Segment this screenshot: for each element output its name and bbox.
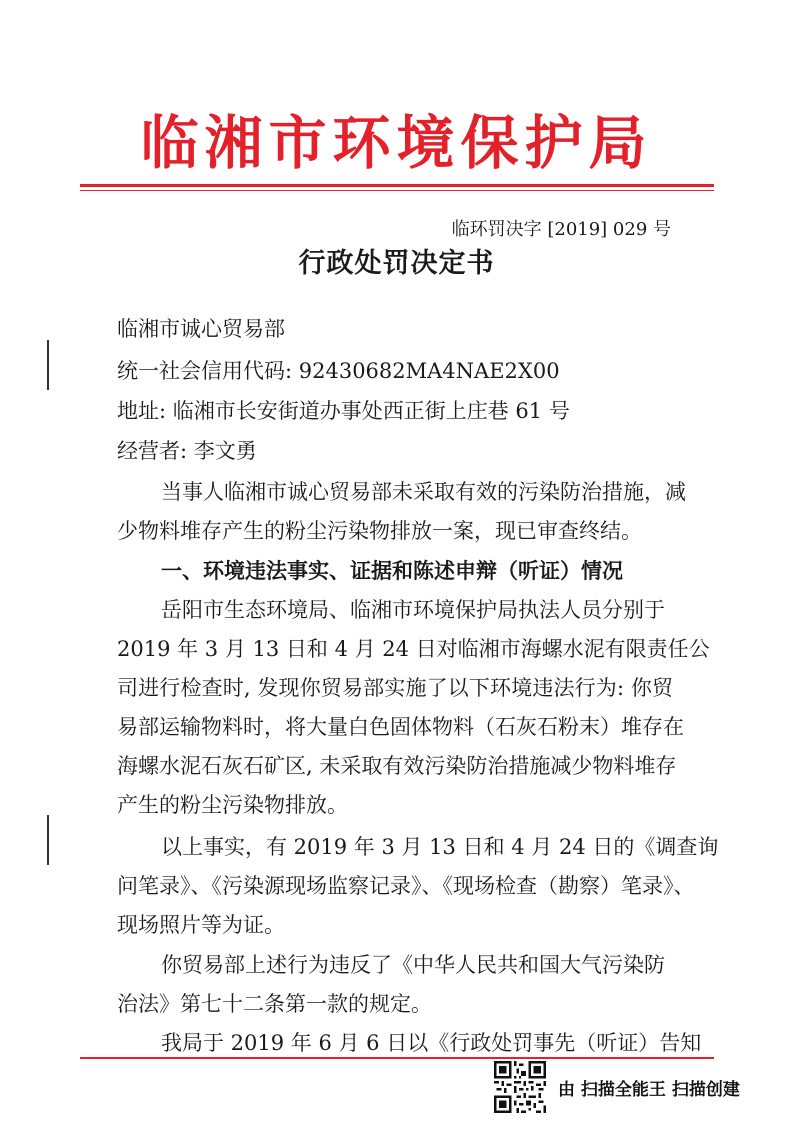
intro-line: 当事人临湘市诚心贸易部未采取有效的污染防治措施，减: [161, 480, 686, 504]
evidence-line: 问笔录》、《污染源现场监察记录》、《现场检查（勘察）笔录》、: [117, 874, 695, 898]
facts-line: 2019 年 3 月 13 日和 4 月 24 日对临湘市海螺水泥有限责任公: [117, 637, 710, 661]
org-letterhead-title: 临湘市环境保护局: [140, 109, 653, 177]
scanner-credit-text: 由 扫描全能王 扫描创建: [558, 1079, 740, 1100]
facts-line: 海螺水泥石灰石矿区, 未采取有效污染防治措施减少物料堆存: [117, 754, 677, 778]
credit-code-line: 统一社会信用代码: 92430682MA4NAE2X00: [117, 359, 560, 383]
binding-mark: [47, 815, 49, 865]
address-line: 地址: 临湘市长安街道办事处西正街上庄巷 61 号: [117, 399, 570, 423]
violation-line: 你贸易部上述行为违反了《中华人民共和国大气污染防: [161, 953, 665, 977]
operator-line: 经营者: 李文勇: [117, 439, 257, 463]
notice-line: 我局于 2019 年 6 月 6 日以《行政处罚事先（听证）告知: [161, 1031, 702, 1055]
letterhead-rule-thin: [80, 190, 714, 191]
facts-line: 司进行检查时, 发现你贸易部实施了以下环境违法行为: 你贸: [117, 676, 673, 700]
party-name: 临湘市诚心贸易部: [117, 317, 285, 341]
intro-line: 少物料堆存产生的粉尘污染物排放一案，现已审查终结。: [117, 519, 642, 543]
binding-mark: [47, 340, 49, 390]
facts-line: 易部运输物料时，将大量白色固体物料（石灰石粉末）堆存在: [117, 715, 684, 739]
facts-line: 岳阳市生态环境局、临湘市环境保护局执法人员分别于: [161, 598, 665, 622]
document-title: 行政处罚决定书: [298, 248, 495, 279]
evidence-line: 以上事实，有 2019 年 3 月 13 日和 4 月 24 日的《调查询: [161, 835, 719, 859]
document-number: 临环罚决字 [2019] 029 号: [451, 219, 671, 240]
evidence-line: 现场照片等为证。: [117, 913, 285, 937]
section-heading: 一、环境违法事实、证据和陈述申辩（听证）情况: [161, 559, 623, 583]
letterhead-rule-thick: [80, 184, 714, 187]
qr-code-icon: [494, 1061, 546, 1113]
scanner-watermark: [494, 1060, 740, 1114]
footer-rule: [80, 1057, 714, 1059]
facts-line: 产生的粉尘污染物排放。: [117, 793, 348, 817]
violation-line: 治法》第七十二条第一款的规定。: [117, 992, 432, 1016]
